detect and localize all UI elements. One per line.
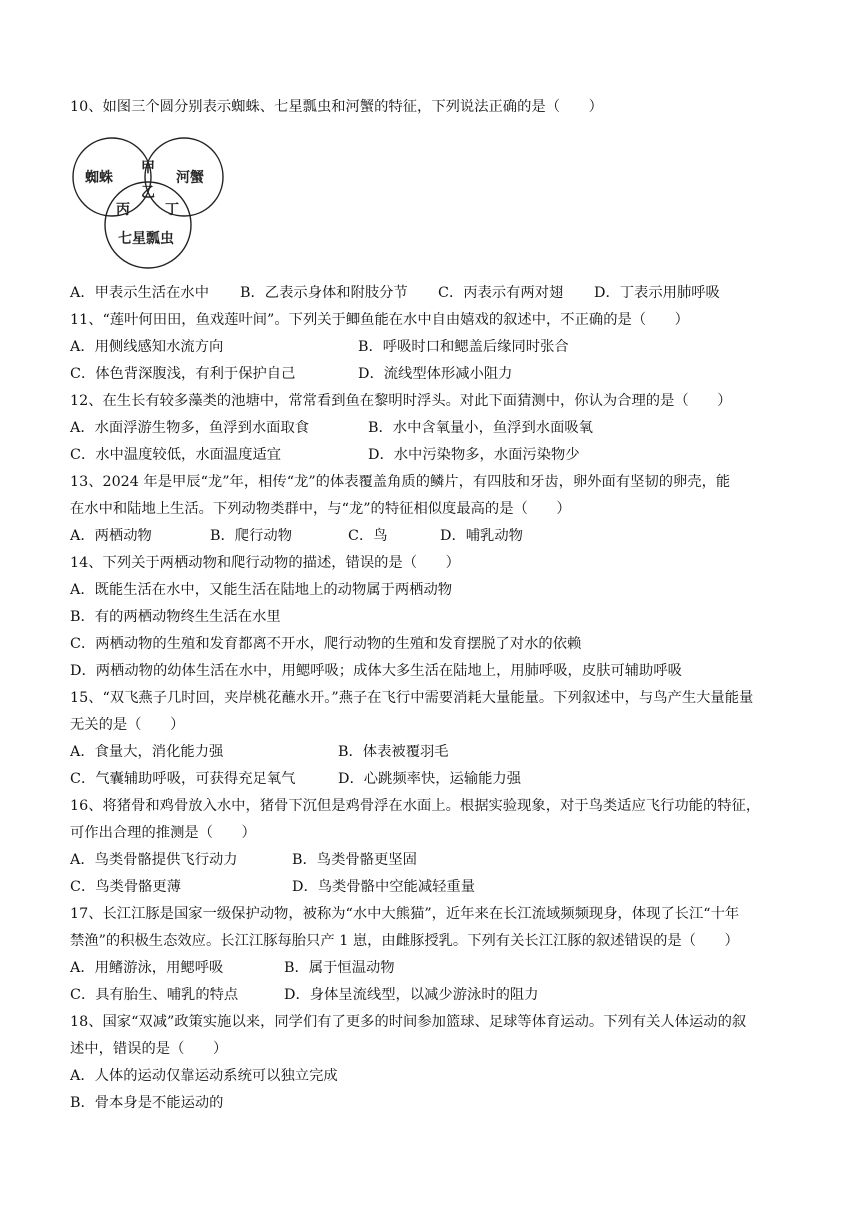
question-15-option-a: A．食量大，消化能力强: [70, 744, 224, 760]
venn-region-yi: 乙: [141, 185, 155, 201]
question-17-stem-line-1: 17、长江江豚是国家一级保护动物，被称为“水中大熊猫”，近年来在长江流域频频现身，体现了长江“十年: [70, 906, 740, 922]
venn-region-bing: 丙: [116, 202, 130, 218]
question-17-option-d: D．身体呈流线型，以减少游泳时的阻力: [284, 987, 539, 1003]
question-13-stem-line-2: 在水中和陆地上生活。下列动物类群中，与“龙”的特征相似度最高的是（ ）: [70, 501, 571, 517]
question-16-option-d: D．鸟类骨骼中空能减轻重量: [292, 879, 476, 895]
question-11-option-b: B．呼吸时口和鳃盖后缘同时张合: [358, 339, 569, 355]
question-13-option-c: C．鸟: [348, 528, 388, 544]
question-13-option-a: A．两栖动物: [70, 528, 152, 544]
question-18-option-b: B．骨本身是不能运动的: [70, 1095, 224, 1111]
question-15-stem-line-1: 15、“双飞燕子几时回，夹岸桃花蘸水开。”燕子在飞行中需要消耗大量能量。下列叙述中，与鸟产生大量能量: [70, 690, 754, 706]
question-15-option-b: B．体表被覆羽毛: [338, 744, 449, 760]
question-11-option-a: A．用侧线感知水流方向: [70, 339, 224, 355]
question-17-option-a: A．用鳍游泳，用鳃呼吸: [70, 960, 224, 976]
question-10-option-c: C．丙表示有两对翅: [438, 285, 564, 301]
question-18-stem-line-2: 述中，错误的是（ ）: [70, 1041, 228, 1057]
question-11-option-d: D．流线型体形减小阻力: [358, 366, 513, 382]
question-16-stem-line-2: 可作出合理的推测是（ ）: [70, 825, 256, 841]
venn-label-ladybug: 七星瓢虫: [118, 231, 174, 247]
question-14-option-d: D．两栖动物的幼体生活在水中，用鳃呼吸；成体大多生活在陆地上，用肺呼吸，皮肤可辅助呼吸: [70, 663, 682, 679]
question-17-option-c: C．具有胎生、哺乳的特点: [70, 987, 239, 1003]
venn-label-crab: 河蟹: [176, 170, 204, 186]
question-16-option-b: B．鸟类骨骼更坚固: [292, 852, 417, 868]
question-12-option-d: D．水中污染物多，水面污染物少: [368, 447, 580, 463]
venn-diagram: [72, 130, 228, 272]
question-16-stem-line-1: 16、将猪骨和鸡骨放入水中，猪骨下沉但是鸡骨浮在水面上。根据实验现象，对于鸟类适应飞行功能的特征，: [70, 798, 761, 814]
question-12-option-c: C．水中温度较低，水面温度适宜: [70, 447, 282, 463]
question-15-stem-line-2: 无关的是（ ）: [70, 717, 185, 733]
question-16-option-c: C．鸟类骨骼更薄: [70, 879, 182, 895]
question-12-option-a: A．水面浮游生物多，鱼浮到水面取食: [70, 420, 310, 436]
question-12-stem: 12、在生长有较多藻类的池塘中，常常看到鱼在黎明时浮头。对此下面猜测中，你认为合理的是（ ）: [70, 393, 732, 409]
question-17-stem-line-2: 禁渔”的积极生态效应。长江江豚每胎只产 1 崽，由雌豚授乳。下列有关长江江豚的叙述错误的是（ ）: [70, 933, 739, 949]
question-13-stem-line-1: 13、2024 年是甲辰“龙”年，相传“龙”的体表覆盖角质的鳞片，有四肢和牙齿，卵外面有坚韧的卵壳，能: [70, 474, 731, 490]
question-15-option-c: C．气囊辅助呼吸，可获得充足氧气: [70, 771, 296, 787]
question-16-option-a: A．鸟类骨骼提供飞行动力: [70, 852, 238, 868]
question-17-option-b: B．属于恒温动物: [284, 960, 395, 976]
venn-region-jia: 甲: [141, 160, 155, 176]
question-14-option-a: A．既能生活在水中，又能生活在陆地上的动物属于两栖动物: [70, 582, 453, 598]
question-10-option-d: D．丁表示用肺呼吸: [594, 285, 720, 301]
question-14-option-b: B．有的两栖动物终生生活在水里: [70, 609, 281, 625]
question-11-option-c: C．体色背深腹浅，有利于保护自己: [70, 366, 296, 382]
question-13-option-d: D．哺乳动物: [440, 528, 523, 544]
question-18-stem-line-1: 18、国家“双减”政策实施以来，同学们有了更多的时间参加篮球、足球等体育运动。下列有关人体运动的叙: [70, 1014, 747, 1030]
question-13-option-b: B．爬行动物: [210, 528, 292, 544]
question-18-option-a: A．人体的运动仅靠运动系统可以独立完成: [70, 1068, 338, 1084]
question-14-option-c: C．两栖动物的生殖和发育都离不开水，爬行动物的生殖和发育摆脱了对水的依赖: [70, 636, 582, 652]
question-15-option-d: D．心跳频率快，运输能力强: [338, 771, 522, 787]
question-12-option-b: B．水中含氧量小，鱼浮到水面吸氧: [368, 420, 593, 436]
question-11-stem: 11、“莲叶何田田，鱼戏莲叶间”。下列关于鲫鱼能在水中自由嬉戏的叙述中，不正确的是（ ）: [70, 312, 689, 328]
question-10-option-a: A．甲表示生活在水中: [70, 285, 209, 301]
venn-region-ding: 丁: [165, 202, 179, 218]
venn-label-spider: 蜘蛛: [85, 170, 113, 186]
question-10-option-b: B．乙表示身体和附肢分节: [240, 285, 408, 301]
question-10-stem: 10、如图三个圆分别表示蜘蛛、七星瓢虫和河蟹的特征，下列说法正确的是（ ）: [70, 99, 603, 115]
question-14-stem: 14、下列关于两栖动物和爬行动物的描述，错误的是（ ）: [70, 555, 460, 571]
